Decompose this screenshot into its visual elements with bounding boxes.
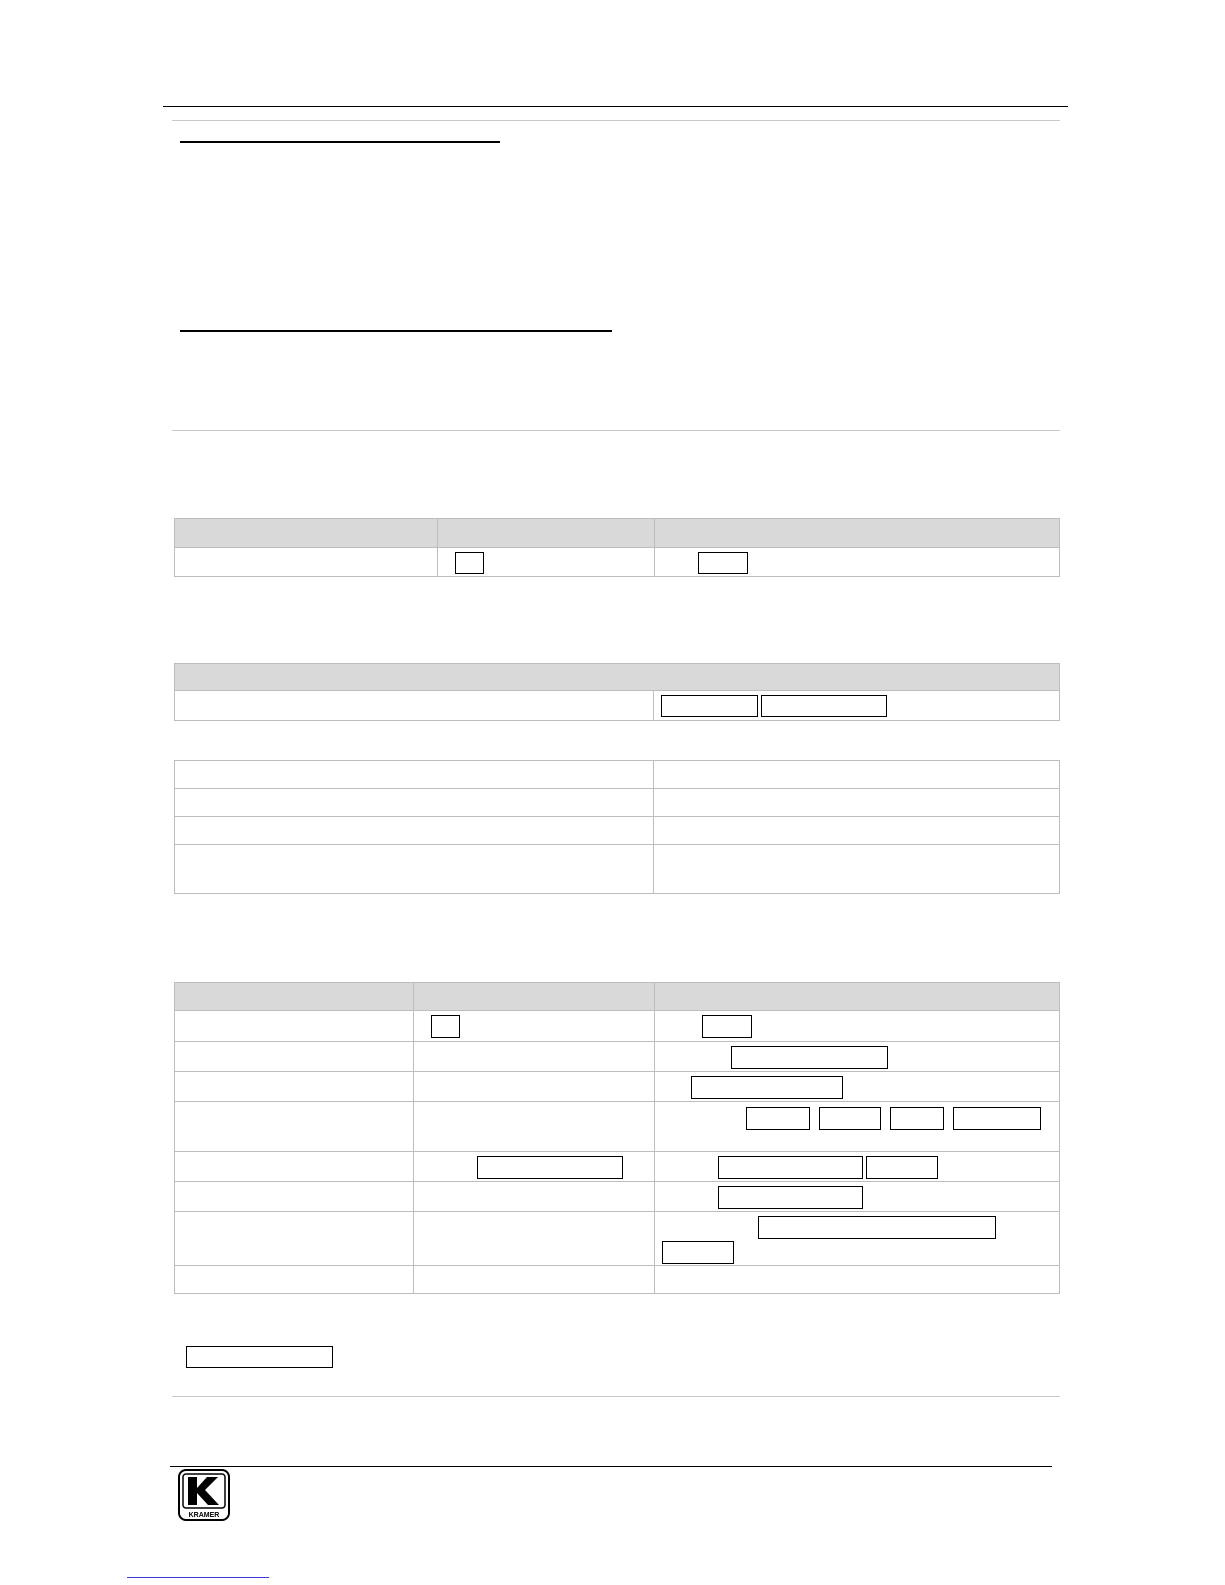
key-box bbox=[718, 1156, 863, 1179]
table-cell bbox=[175, 817, 654, 845]
table-row bbox=[175, 789, 1060, 817]
key-box bbox=[662, 1241, 734, 1264]
table-cell bbox=[175, 1266, 414, 1294]
table-cell bbox=[655, 1182, 1060, 1212]
table-cell bbox=[175, 1102, 414, 1152]
table-row bbox=[175, 761, 1060, 789]
table-cell bbox=[414, 1011, 655, 1042]
key-box bbox=[702, 1015, 752, 1038]
table-cell bbox=[414, 1212, 655, 1266]
section-divider-1 bbox=[172, 430, 1060, 431]
table-row bbox=[175, 1072, 1060, 1102]
table-row bbox=[175, 548, 1060, 577]
table-cell bbox=[175, 1042, 414, 1072]
table-cell bbox=[414, 1042, 655, 1072]
table-cell bbox=[175, 1212, 414, 1266]
table-2-header-cell bbox=[175, 664, 1060, 691]
table-row bbox=[175, 1011, 1060, 1042]
table-cell bbox=[655, 1266, 1060, 1294]
table-cell bbox=[438, 548, 655, 577]
table-cell bbox=[175, 1072, 414, 1102]
table-cell bbox=[414, 1072, 655, 1102]
key-box bbox=[761, 695, 887, 717]
key-box bbox=[718, 1186, 863, 1209]
footer-rule bbox=[170, 1466, 1052, 1467]
table-cell bbox=[655, 1152, 1060, 1182]
table-cell bbox=[175, 691, 654, 721]
footer-link[interactable] bbox=[127, 1577, 269, 1578]
key-box bbox=[746, 1107, 810, 1130]
key-box bbox=[866, 1156, 938, 1179]
key-box bbox=[890, 1107, 944, 1130]
table-3-header-cell bbox=[175, 983, 414, 1011]
table-cell bbox=[414, 1182, 655, 1212]
table-cell bbox=[654, 761, 1060, 789]
command-table-1 bbox=[174, 518, 1060, 577]
command-table-2 bbox=[174, 663, 1060, 721]
key-box bbox=[758, 1216, 996, 1239]
table-cell bbox=[175, 845, 654, 894]
table-cell bbox=[655, 548, 1060, 577]
table-1-header-cell bbox=[655, 519, 1060, 548]
section-divider-bottom bbox=[172, 1396, 1060, 1397]
logo-text: KRAMER bbox=[188, 1512, 220, 1519]
table-cell bbox=[175, 761, 654, 789]
table-cell bbox=[414, 1102, 655, 1152]
key-box bbox=[698, 552, 748, 574]
key-box bbox=[691, 1076, 843, 1099]
table-3-header-cell bbox=[655, 983, 1060, 1011]
key-box bbox=[731, 1046, 888, 1069]
table-cell bbox=[655, 1072, 1060, 1102]
table-cell bbox=[655, 1102, 1060, 1152]
table-row bbox=[175, 1152, 1060, 1182]
table-cell bbox=[175, 1152, 414, 1182]
table-row bbox=[175, 817, 1060, 845]
header-rule bbox=[163, 106, 1068, 107]
table-3-header-cell bbox=[414, 983, 655, 1011]
table-cell bbox=[175, 548, 438, 577]
table-row bbox=[175, 1042, 1060, 1072]
command-table-3 bbox=[174, 982, 1060, 1294]
table-1-header-cell bbox=[175, 519, 438, 548]
table-cell bbox=[654, 845, 1060, 894]
table-row bbox=[175, 1212, 1060, 1266]
section-link-1[interactable] bbox=[180, 141, 500, 143]
table-cell bbox=[654, 691, 1060, 721]
section-divider-top bbox=[172, 120, 1060, 121]
table-row bbox=[175, 1102, 1060, 1152]
key-box bbox=[953, 1107, 1041, 1130]
key-box bbox=[186, 1346, 333, 1368]
table-cell bbox=[654, 789, 1060, 817]
table-cell bbox=[175, 789, 654, 817]
table-row bbox=[175, 691, 1060, 721]
table-row bbox=[175, 1266, 1060, 1294]
table-cell bbox=[414, 1152, 655, 1182]
table-cell bbox=[175, 1182, 414, 1212]
key-box bbox=[455, 552, 484, 574]
table-cell bbox=[655, 1042, 1060, 1072]
table-cell bbox=[175, 1011, 414, 1042]
key-box bbox=[477, 1156, 623, 1179]
table-cell bbox=[655, 1212, 1060, 1266]
section-link-2[interactable] bbox=[180, 330, 612, 332]
key-box bbox=[661, 695, 758, 717]
table-row bbox=[175, 1182, 1060, 1212]
table-cell bbox=[414, 1266, 655, 1294]
table-cell bbox=[654, 817, 1060, 845]
table-1-header-cell bbox=[438, 519, 655, 548]
key-box bbox=[819, 1107, 881, 1130]
kramer-logo-icon bbox=[178, 1469, 230, 1521]
key-box bbox=[431, 1015, 460, 1038]
table-cell bbox=[655, 1011, 1060, 1042]
table-row bbox=[175, 845, 1060, 894]
parameter-table bbox=[174, 760, 1060, 894]
